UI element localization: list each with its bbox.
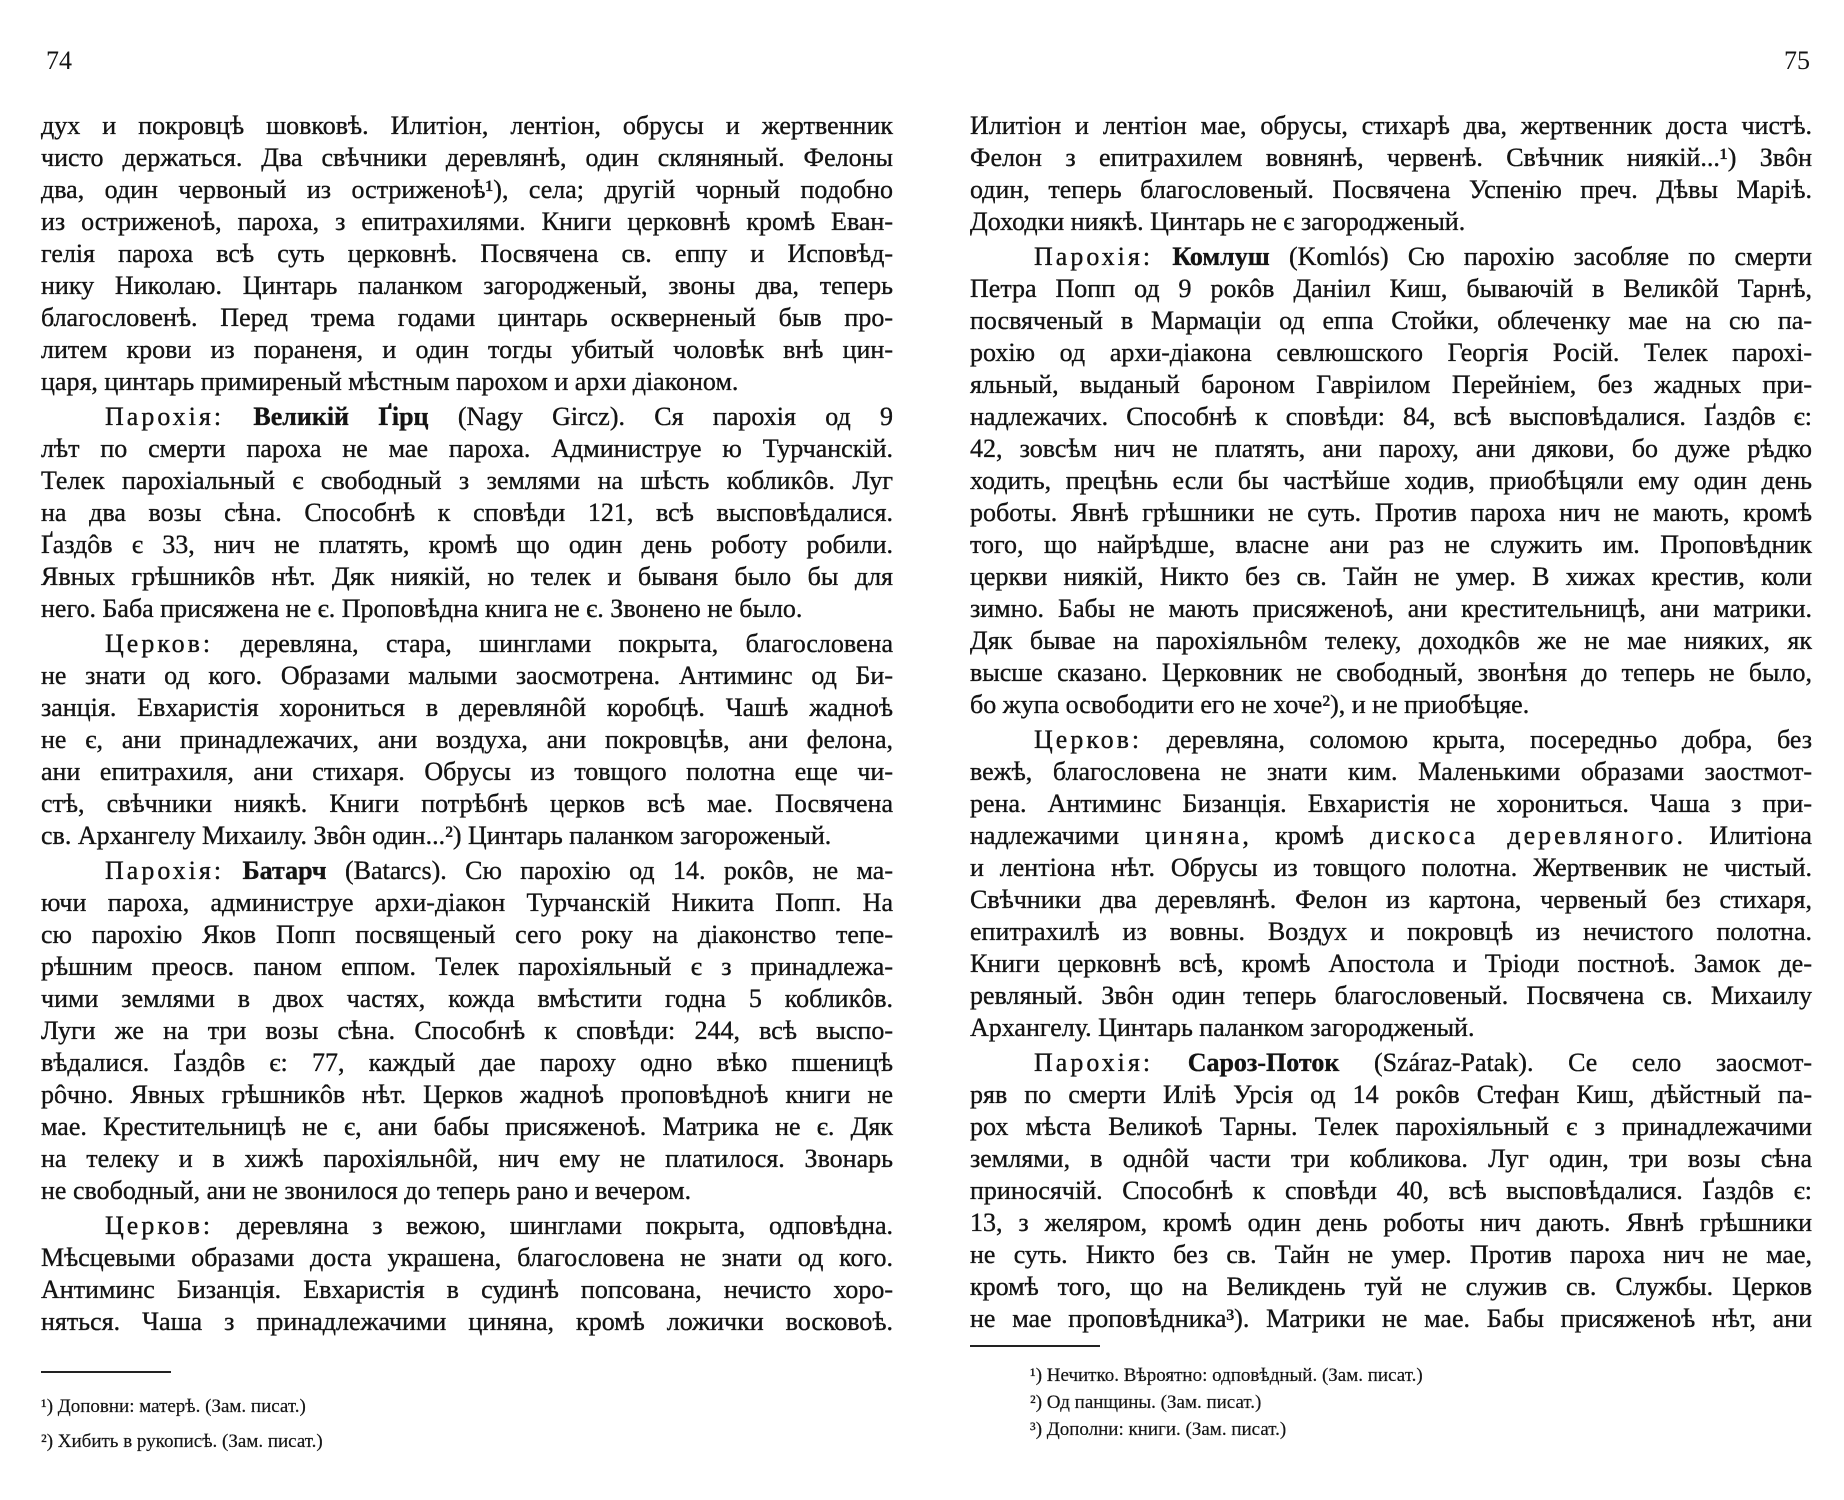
text-line: [970, 1143, 1812, 1175]
text-line: [970, 142, 1812, 174]
text-line: [41, 919, 893, 951]
text-segment: деревляна з вежою, шинглами покрыта, одповѣдна.: [213, 1211, 893, 1240]
text-line: [970, 1047, 1812, 1079]
footnote-divider-left: [41, 1371, 171, 1373]
text-line: [970, 401, 1812, 433]
text-line: [41, 334, 893, 366]
text-segment: Илитіон и лентіон мае, обрусы, стихарѣ два, жертвенник доста чистѣ.: [970, 111, 1812, 140]
text-line: [41, 1274, 893, 1306]
text-line: [41, 142, 893, 174]
text-line: [970, 689, 1812, 721]
text-line: [970, 369, 1812, 401]
text-line: [970, 433, 1812, 465]
text-segment: дух и покровцѣ шовковѣ. Илитіон, лентіон, обрусы и жертвенник: [41, 111, 893, 140]
text-line: [41, 465, 893, 497]
text-line: [41, 660, 893, 692]
text-segment: Дяк бывае на парохіяльнôм телеку, доходкôв же не мае нияких, як: [970, 626, 1812, 655]
text-segment: Антиминс Бизанція. Евхаристія в судинѣ попсована, нечисто хоро-: [41, 1275, 893, 1304]
footnote-right-2: ²) Од панщины. (Зам. писат.): [1030, 1392, 1262, 1413]
text-segment: посвяченый в Мармаціи од еппа Стойки, облеченку мае на сю па-: [970, 306, 1812, 335]
text-line: [41, 270, 893, 302]
text-segment: царя, цинтарь примиреный мѣстным парохом и архи діаконом.: [41, 367, 739, 396]
text-line: [970, 625, 1812, 657]
page-number-right: 75: [1784, 46, 1810, 75]
text-segment: Ґаздôв є 33, нич не платять, кромѣ що один день роботу робили.: [41, 530, 893, 559]
text-line: [41, 561, 893, 593]
text-segment: ходить, прецѣнь если бы частѣйше ходив, приобѣцяли ему один день: [970, 466, 1812, 495]
text-line: [970, 1239, 1812, 1271]
text-line: [970, 724, 1812, 756]
text-segment: деревляна, стара, шинглами покрыта, благословена: [213, 629, 893, 658]
text-segment: высше сказано. Церковник не свободный, звонѣня до теперь не было,: [970, 658, 1812, 687]
text-line: [970, 1207, 1812, 1239]
text-segment: нику Николаю. Цинтарь паланком загородженый, звоны два, теперь: [41, 271, 893, 300]
text-line: [41, 951, 893, 983]
place-name: Великій Ґірц: [224, 402, 429, 431]
text-line: [41, 855, 893, 887]
text-line: [41, 1143, 893, 1175]
text-segment: на телеку и в хижѣ парохіяльнôй, нич ему не платилося. Звонарь: [41, 1144, 893, 1173]
text-segment: ючи пароха, администруе архи-діакон Турчанскій Никита Попп. На: [41, 888, 893, 917]
right-page-text: [970, 110, 1812, 1335]
text-line: [41, 724, 893, 756]
text-line: [970, 206, 1812, 238]
text-segment: Луги же на три возы сѣна. Способнѣ к сповѣди: 244, всѣ выспо-: [41, 1016, 893, 1045]
section-label: Парохія:: [105, 402, 225, 431]
text-segment: вежѣ, благословена не знати ким. Маленькими образами заостмот-: [970, 757, 1812, 786]
text-line: [970, 756, 1812, 788]
place-name: Комлуш: [1153, 242, 1270, 271]
text-line: [970, 110, 1812, 142]
text-segment: рох мѣста Великоѣ Тарны. Телек парохіяльный є з принадлежачими: [970, 1112, 1812, 1141]
text-segment: ревляный. Звôн один теперь благословеный. Посвячена св. Михаилу: [970, 981, 1812, 1010]
text-segment: не суть. Никто без св. Тайн не умер. Против пароха нич не мае,: [970, 1240, 1812, 1269]
text-segment: ани епитрахиля, ани стихаря. Обрусы из товщого полотна еще чи-: [41, 757, 893, 786]
text-segment: зимно. Бабы не мають присяженоѣ, ани крестительницѣ, ани матрики.: [970, 594, 1812, 623]
text-segment: чисто держаться. Два свѣчники деревлянѣ, один скляняный. Фелоны: [41, 143, 893, 172]
text-segment: землями, в однôй части три кобликова. Луг один, три возы сѣна: [970, 1144, 1812, 1173]
text-line: [970, 305, 1812, 337]
text-segment: рôчно. Явных грѣшникôв нѣт. Церков жадноѣ проповѣдноѣ книги не: [41, 1080, 893, 1109]
footnote-left-2: ²) Хибить в рукописѣ. (Зам. писат.): [41, 1431, 323, 1452]
section-label: Парохія:: [105, 856, 225, 885]
text-segment: мае. Крестительницѣ не є, ани бабы присяженоѣ. Матрика не є. Дяк: [41, 1112, 893, 1141]
text-line: [41, 820, 893, 852]
text-line: [970, 916, 1812, 948]
text-line: [41, 1079, 893, 1111]
text-segment: благословенѣ. Перед трема годами цинтарь оскверненый быв про-: [41, 303, 893, 332]
text-line: [41, 174, 893, 206]
place-name: Батарч: [224, 856, 327, 885]
text-segment: не мае проповѣдника³). Матрики не мае. Бабы присяженоѣ нѣт, ани: [970, 1304, 1812, 1333]
text-segment: надлежачих. Способнѣ к сповѣди: 84, всѣ высповѣдалися. Ґаздôв є:: [970, 402, 1812, 431]
text-segment: (Nagy Gircz). Ся парохія од 9: [428, 402, 893, 431]
text-line: [41, 529, 893, 561]
text-line: [970, 273, 1812, 305]
section-label: Церков:: [1034, 725, 1143, 754]
text-segment: Доходки ниякѣ. Цинтарь не є загородженый.: [970, 207, 1466, 236]
text-line: [970, 593, 1812, 625]
text-line: [41, 887, 893, 919]
text-segment: вѣдалися. Ґаздôв є: 77, каждый дае пароху одно вѣко пшеницѣ: [41, 1048, 893, 1077]
text-segment: и лентіона нѣт. Обрусы из товщого полотна. Жертвенвик не чистый.: [970, 853, 1812, 882]
text-line: [970, 1303, 1812, 1335]
text-line: [41, 1015, 893, 1047]
text-line: [41, 1242, 893, 1274]
text-segment: деревляна, соломою крыта, посередньо добра, без: [1142, 725, 1812, 754]
text-segment: Явных грѣшникôв нѣт. Дяк ниякій, но телек и бываня было бы для: [41, 562, 893, 591]
text-segment: , кромѣ: [1242, 821, 1371, 850]
text-line: [970, 948, 1812, 980]
text-line: [41, 497, 893, 529]
text-segment: занція. Евхаристія хорониться в деревлянôй коробцѣ. Чашѣ жадноѣ: [41, 693, 893, 722]
text-line: [970, 1111, 1812, 1143]
text-segment: бо жупа освободити его не хоче²), и не приобѣцяе.: [970, 690, 1530, 719]
text-line: [41, 1047, 893, 1079]
text-line: [41, 110, 893, 142]
text-line: [41, 302, 893, 334]
text-segment: гелія пароха всѣ суть церковнѣ. Посвячена св. еппу и Исповѣд-: [41, 239, 893, 268]
text-line: [970, 1079, 1812, 1111]
text-segment: надлежачими: [970, 821, 1146, 850]
text-line: [41, 1175, 893, 1207]
text-segment: стѣ, свѣчники ниякѣ. Книги потрѣбнѣ церков всѣ мае. Посвячена: [41, 789, 893, 818]
text-line: [970, 337, 1812, 369]
text-segment: ряв по смерти Иліѣ Урсія од 14 рокôв Стефан Киш, дѣйстный па-: [970, 1080, 1812, 1109]
text-line: [970, 852, 1812, 884]
text-line: [41, 593, 893, 625]
footnote-right-1: ¹) Нечитко. Вѣроятно: одповѣдный. (Зам. писат.): [1030, 1365, 1423, 1386]
text-line: [41, 366, 893, 398]
text-segment: того, що найрѣдше, власне ани раз не служить им. Проповѣдник: [970, 530, 1812, 559]
text-segment: 13, з желяром, кромѣ один день роботы нич дають. Явнѣ грѣшники: [970, 1208, 1812, 1237]
text-line: [41, 983, 893, 1015]
text-segment: не знати од кого. Образами малыми заосмотрена. Антиминс од Би-: [41, 661, 893, 690]
text-segment: литем крови из пораненя, и один тогды убитый чоловѣк внѣ цин-: [41, 335, 893, 364]
text-segment: один, теперь благословеный. Посвячена Успенію преч. Дѣвы Маріѣ.: [970, 175, 1812, 204]
text-segment: Свѣчники два деревлянѣ. Фелон из картона, червеный без стихаря,: [970, 885, 1812, 914]
text-line: [970, 561, 1812, 593]
text-line: [41, 401, 893, 433]
text-line: [970, 884, 1812, 916]
text-line: [970, 1175, 1812, 1207]
text-segment: св. Архангелу Михаилу. Звôн один...²) Цинтарь паланком загороженый.: [41, 821, 832, 850]
text-segment: Петра Попп од 9 рокôв Даніил Киш, бываючій в Великôй Тарнѣ,: [970, 274, 1812, 303]
text-line: [41, 1111, 893, 1143]
left-page-text: [41, 110, 893, 1338]
text-segment: него. Баба присяжена не є. Проповѣдна книга не є. Звонено не было.: [41, 594, 803, 623]
text-line: [970, 465, 1812, 497]
text-segment: Книги церковнѣ всѣ, кромѣ Апостола и Тріоди постноѣ. Замок де-: [970, 949, 1812, 978]
text-segment: лѣт по смерти пароха не мае пароха. Администруе ю Турчанскій.: [41, 434, 893, 463]
text-segment: сю парохію Яков Попп посвященый сего року на діаконство тепе-: [41, 920, 893, 949]
text-line: [970, 497, 1812, 529]
section-label: Церков:: [105, 629, 214, 658]
text-segment: не є, ани принадлежачих, ани воздуха, ани покровцѣв, ани фелона,: [41, 725, 893, 754]
text-segment: Мѣсцевыми образами доста украшена, благословена не знати од кого.: [41, 1243, 893, 1272]
text-segment: Телек парохіальный є свободный з землями на шѣсть кобликôв. Луг: [41, 466, 893, 495]
section-label: Церков:: [105, 1211, 214, 1240]
text-segment: епитрахилѣ из вовны. Воздух и покровцѣ из нечистого полотна.: [970, 917, 1812, 946]
text-segment: рохію од архи-діакона севлюшского Георгія Росій. Телек парохі-: [970, 338, 1812, 367]
text-line: [41, 1210, 893, 1242]
text-segment: приносячій. Способнѣ к сповѣди 40, всѣ высповѣдалися. Ґаздôв є:: [970, 1176, 1812, 1205]
text-line: [970, 529, 1812, 561]
text-segment: рена. Антиминс Бизанція. Евхаристія не хорониться. Чаша з при-: [970, 789, 1812, 818]
section-label: дискоса деревляного: [1370, 821, 1677, 850]
text-line: [970, 980, 1812, 1012]
text-line: [970, 657, 1812, 689]
text-segment: два, один червоный из остриженоѣ¹), села; другій чорный подобно: [41, 175, 893, 204]
text-segment: (Száraz-Patak). Се село заосмот-: [1339, 1048, 1812, 1077]
text-line: [970, 174, 1812, 206]
text-segment: из остриженоѣ, пароха, з епитрахилями. Книги церковнѣ кромѣ Еван-: [41, 207, 893, 236]
footnote-left-1: ¹) Доповни: матерѣ. (Зам. писат.): [41, 1396, 306, 1417]
text-segment: не свободный, ани не звонилося до теперь рано и вечером.: [41, 1176, 692, 1205]
text-line: [970, 820, 1812, 852]
text-line: [41, 1306, 893, 1338]
text-line: [970, 241, 1812, 273]
text-segment: роботы. Явнѣ грѣшники не суть. Против пароха нич не мають, кромѣ: [970, 498, 1812, 527]
text-segment: церкви ниякій, Никто без св. Тайн не умер. В хижах крестив, коли: [970, 562, 1812, 591]
page-number-left: 74: [46, 46, 72, 75]
text-line: [970, 1012, 1812, 1044]
text-line: [41, 692, 893, 724]
text-segment: 42, зовсѣм нич не платять, ани пароху, ани дякови, бо дуже рѣдко: [970, 434, 1812, 463]
text-segment: Архангелу. Цинтарь паланком загородженый.: [970, 1013, 1475, 1042]
text-segment: (Komlós) Сю парохію засобляе по смерти: [1269, 242, 1812, 271]
text-line: [970, 1271, 1812, 1303]
place-name: Сароз-Поток: [1153, 1048, 1340, 1077]
text-segment: кромѣ того, що на Великдень туй не служив св. Службы. Церков: [970, 1272, 1812, 1301]
footnote-right-3: ³) Дополни: книги. (Зам. писат.): [1030, 1419, 1287, 1440]
section-label: циняна: [1145, 821, 1243, 850]
text-line: [41, 628, 893, 660]
text-segment: няться. Чаша з принадлежачими циняна, кромѣ ложички восковоѣ.: [41, 1307, 893, 1336]
section-label: Парохія:: [1034, 242, 1154, 271]
section-label: Парохія:: [1034, 1048, 1154, 1077]
text-segment: (Batarcs). Сю парохію од 14. рокôв, не ма-: [326, 856, 893, 885]
text-segment: яльный, выданый бароном Гавріилом Перейніем, без жадных при-: [970, 370, 1812, 399]
text-segment: на два возы сѣна. Способнѣ к сповѣди 121, всѣ высповѣдалися.: [41, 498, 893, 527]
footnote-divider-right: [970, 1345, 1100, 1347]
text-line: [41, 788, 893, 820]
text-line: [41, 433, 893, 465]
text-segment: рѣшним преосв. паном еппом. Телек парохіяльный є з принадлежа-: [41, 952, 893, 981]
text-segment: чими землями в двох частях, кожда вмѣстити годна 5 кобликôв.: [41, 984, 893, 1013]
text-line: [41, 238, 893, 270]
text-line: [41, 206, 893, 238]
text-line: [41, 756, 893, 788]
text-segment: . Илитіона: [1676, 821, 1812, 850]
text-segment: Фелон з епитрахилем вовнянѣ, червенѣ. Свѣчник ниякій...¹) Звôн: [970, 143, 1812, 172]
text-line: [970, 788, 1812, 820]
